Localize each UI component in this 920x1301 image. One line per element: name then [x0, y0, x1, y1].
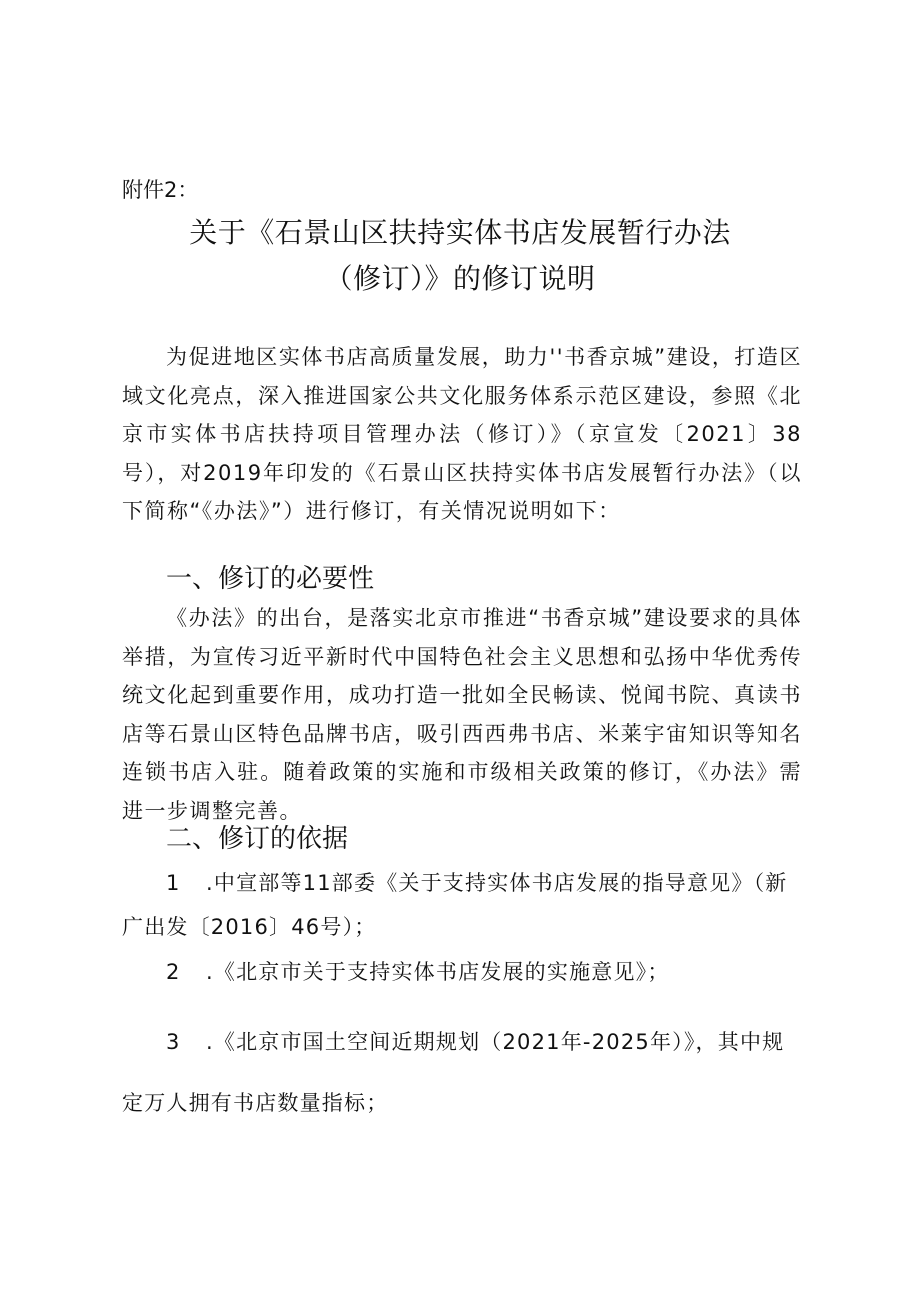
basis-item-number: 1 — [166, 871, 181, 895]
necessity-text: 《办法》的出台，是落实北京市推进“书香京城”建设要求的具体举措，为宣传习近平新时代中国特色社会主义思想和弘扬中华优秀传统文化起到重要作用，成功打造一批如全民畅读、悦闻书院、真读书店等石景山区特色品牌书店，吸引西西弗书店、米莱宇宙知识等知名连锁书店入驻。随着政策的实施和市级相关政策的修订，《办法》需进一步调整完善。 — [122, 606, 802, 823]
attachment-label: 附件2： — [122, 178, 199, 202]
intro-text: 为促进地区实体书店高质量发展，助力''书香京城”建设，打造区域文化亮点，深入推进国家公共文化服务体系示范区建设，参照《北京市实体书店扶持项目管理办法（修订）》（京宣发〔2021〕38号），对2019年印发的《石景山区扶持实体书店发展暂行办法》（以下简称“《办法》”）进行修订，有关情况说明如下： — [122, 345, 802, 523]
basis-item-3 — [122, 1012, 802, 1134]
basis-item-2 — [122, 950, 802, 994]
basis-item-1 — [122, 861, 802, 949]
basis-item-text: .《北京市国土空间近期规划（2021年-2025年）》，其中规定万人拥有书店数量指标； — [122, 1030, 785, 1115]
document-title-line-2: （修订）》的修订说明 — [324, 262, 596, 295]
basis-item-text: .中宣部等11部委《关于支持实体书店发展的指导意见》（新广出发〔2016〕46号）； — [122, 871, 788, 939]
basis-item-text: .《北京市关于支持实体书店发展的实施意见》； — [206, 960, 670, 984]
section-heading-necessity: 一、修订的必要性 — [166, 564, 375, 594]
necessity-paragraph — [122, 599, 802, 830]
intro-paragraph — [122, 338, 802, 531]
section-heading-basis: 二、修订的依据 — [166, 824, 349, 854]
basis-item-number: 3 — [166, 1030, 181, 1054]
basis-item-number: 2 — [166, 960, 181, 984]
document-title-line-1: 关于《石景山区扶持实体书店发展暂行办法 — [189, 216, 731, 249]
